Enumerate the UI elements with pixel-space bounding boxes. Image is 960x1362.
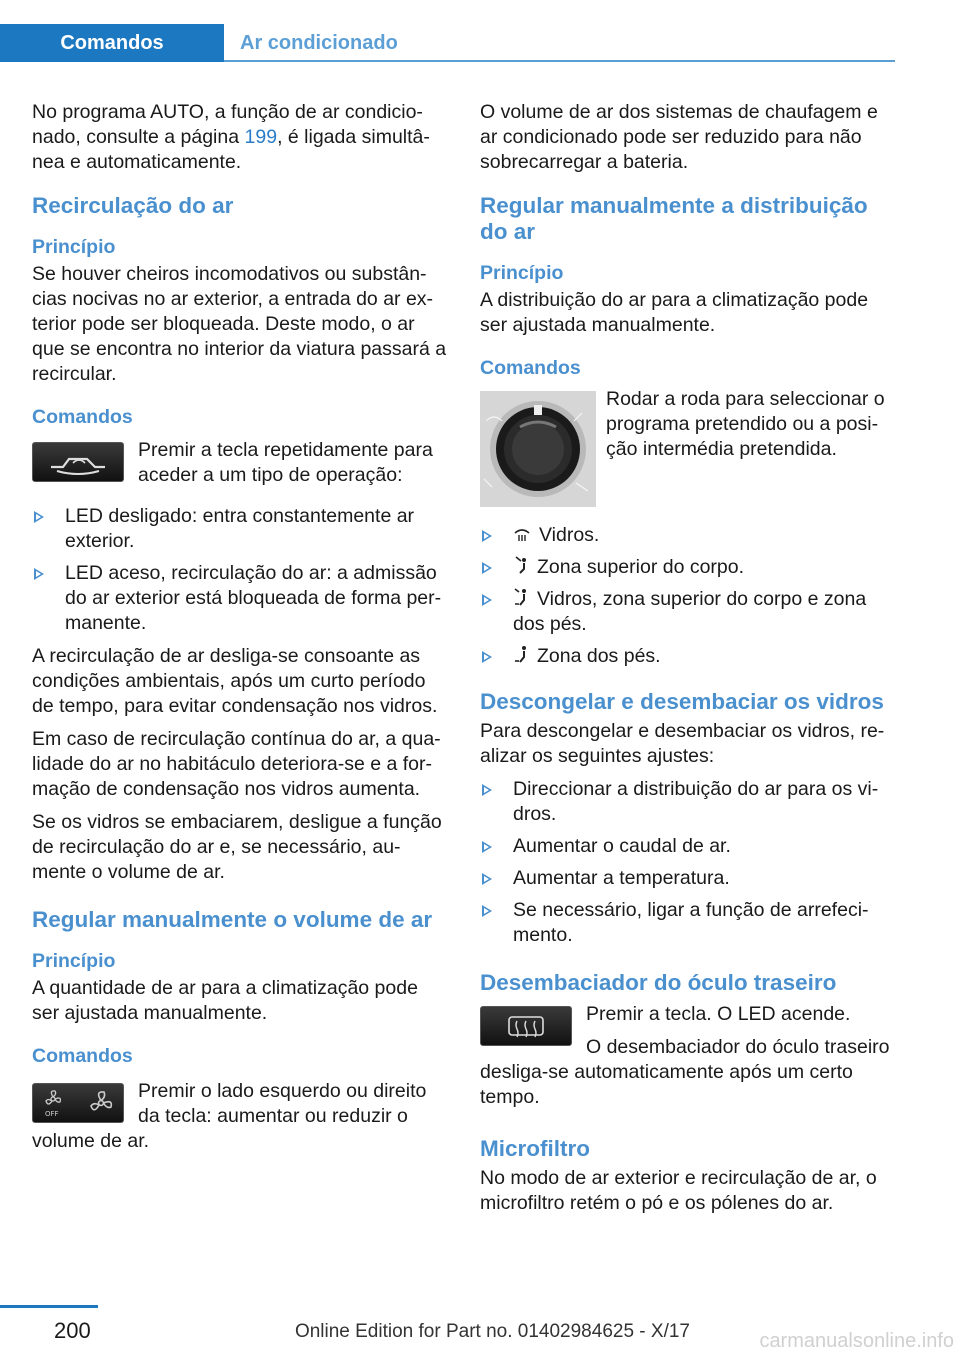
tab-comandos[interactable]: Comandos [0, 24, 224, 62]
heading-comandos: Comandos [32, 406, 133, 428]
list-item: Aumentar a temperatura. [480, 866, 896, 891]
heading-desembaciador: Desembaciador do óculo traseiro [480, 970, 837, 995]
paragraph-principio: Se houver cheiros incomodativos ou substân-cias nocivas no ar exterior, a entrada do ar ex-terior pode ser bloqueada. Deste modo, o ar que se encontra no interior da viatura passará a recircular. [32, 263, 447, 385]
paragraph-principio: A distribuição do ar para a climatização pode ser ajustada manualmente. [480, 289, 869, 336]
distribution-control-row [480, 389, 896, 515]
paragraph-auto: No programa AUTO, a função de ar condicio-nado, consulte a página 199, é ligada simultâ-nea e automaticamente. [32, 101, 430, 173]
tab-ar-condicionado[interactable]: Ar condicionado [240, 31, 398, 54]
heading-microfiltro: Microfiltro [480, 1136, 590, 1161]
distribution-knob-image [480, 391, 596, 507]
bullet-triangle-icon [482, 873, 492, 885]
heading-principio: Princípio [480, 262, 564, 284]
bullet-triangle-icon [482, 562, 492, 574]
led-list [32, 504, 448, 636]
list-item: LED aceso, recirculação do ar: a admissão do ar exterior está bloqueada de forma per-manente. [32, 561, 448, 636]
page-link[interactable]: 199 [244, 126, 278, 148]
paragraph-comandos: Premir o lado esquerdo ou direito da tecla: aumentar ou reduzir o volume de ar. [32, 1080, 427, 1152]
car-recirculation-icon [33, 443, 123, 481]
upper-body-icon [513, 555, 529, 575]
windscreen-icon [513, 527, 531, 543]
bullet-triangle-icon [482, 651, 492, 663]
feet-icon [513, 644, 529, 664]
heading-principio: Princípio [32, 950, 116, 972]
heading-recirculacao: Recirculação do ar [32, 193, 234, 218]
distribution-list [480, 523, 896, 669]
bullet-triangle-icon [482, 784, 492, 796]
header-tabs [0, 24, 895, 62]
list-item: Vidros, zona superior do corpo e zona dos pés. [480, 587, 896, 637]
list-item: Se necessário, ligar a função de arrefeci-mento. [480, 898, 896, 948]
page-number: 200 [54, 1318, 91, 1343]
defrost-list [480, 777, 896, 948]
footer-divider [0, 1305, 98, 1308]
paragraph-recirc-2: A recirculação de ar desliga-se consoante as condições ambientais, após um curto período de tempo, para evitar condensação nos vidros. [32, 645, 438, 717]
footer-edition: Online Edition for Part no. 01402984625 - X/17 [294, 1321, 690, 1342]
recirc-control-row [32, 440, 448, 496]
off-label: OFF [45, 1110, 59, 1118]
bullet-triangle-icon [482, 594, 492, 606]
bullet-triangle-icon [482, 905, 492, 917]
list-item: Zona dos pés. [480, 644, 896, 669]
right-column [480, 100, 896, 1224]
paragraph-desembaciador-1: Premir a tecla. O LED acende. [586, 1003, 851, 1025]
volume-control-block [32, 1079, 448, 1154]
heading-principio: Princípio [32, 236, 116, 258]
left-column [32, 100, 448, 1162]
paragraph-descongelar: Para descongelar e desembaciar os vidros, re-alizar os seguintes ajustes: [480, 720, 885, 767]
rear-defroster-button-image [480, 1006, 572, 1046]
header-divider [224, 60, 895, 62]
heading-volume: Regular manualmente o volume de ar [32, 907, 433, 932]
watermark: carmanualsonline.info [759, 1330, 954, 1352]
paragraph-volume-battery: O volume de ar dos sistemas de chaufagem e ar condicionado pode ser reduzido para não sobrecarregar a bateria. [480, 101, 878, 173]
list-item: Zona superior do corpo. [480, 555, 896, 580]
paragraph-comandos: Premir a tecla repetidamente para aceder a um tipo de operação: [138, 439, 433, 486]
recirculation-button-image [32, 442, 124, 482]
rotary-knob-icon [480, 391, 596, 507]
paragraph-desembaciador-2: O desembaciador do óculo traseiro desliga-se automaticamente após um certo tempo. [480, 1036, 890, 1108]
bullet-triangle-icon [482, 841, 492, 853]
heading-distribuicao: Regular manualmente a distribuição do ar [480, 193, 868, 244]
fan-button-image [32, 1083, 124, 1123]
fan-speed-icon [33, 1084, 123, 1122]
paragraph-microfiltro: No modo de ar exterior e recirculação de ar, o microfiltro retém o pó e os pólenes do ar. [480, 1167, 877, 1214]
heading-comandos: Comandos [480, 357, 581, 379]
list-item: Direccionar a distribuição do ar para os vi-dros. [480, 777, 896, 827]
paragraph-recirc-3: Em caso de recirculação contínua do ar, a qua-lidade do ar no habitáculo deteriora-se e a for-mação de condensação nos vidros aumenta. [32, 728, 441, 800]
bullet-triangle-icon [482, 530, 492, 542]
heading-descongelar: Descongelar e desembaciar os vidros [480, 689, 884, 714]
paragraph-comandos: Rodar a roda para seleccionar o programa pretendido ou a posi-ção intermédia pretendida. [606, 388, 885, 460]
bullet-triangle-icon [34, 511, 44, 523]
rear-window-heating-icon [481, 1007, 571, 1045]
list-item: Vidros. [480, 523, 896, 548]
list-item: Aumentar o caudal de ar. [480, 834, 896, 859]
windscreen-body-feet-icon [513, 587, 529, 607]
rear-defroster-block [480, 1002, 896, 1110]
paragraph-recirc-4: Se os vidros se embaciarem, desligue a função de recirculação do ar e, se necessário, au-mente o volume de ar. [32, 811, 442, 883]
paragraph-principio: A quantidade de ar para a climatização pode ser ajustada manualmente. [32, 977, 418, 1024]
list-item: LED desligado: entra constantemente ar exterior. [32, 504, 448, 554]
heading-comandos: Comandos [32, 1045, 133, 1067]
bullet-triangle-icon [34, 568, 44, 580]
